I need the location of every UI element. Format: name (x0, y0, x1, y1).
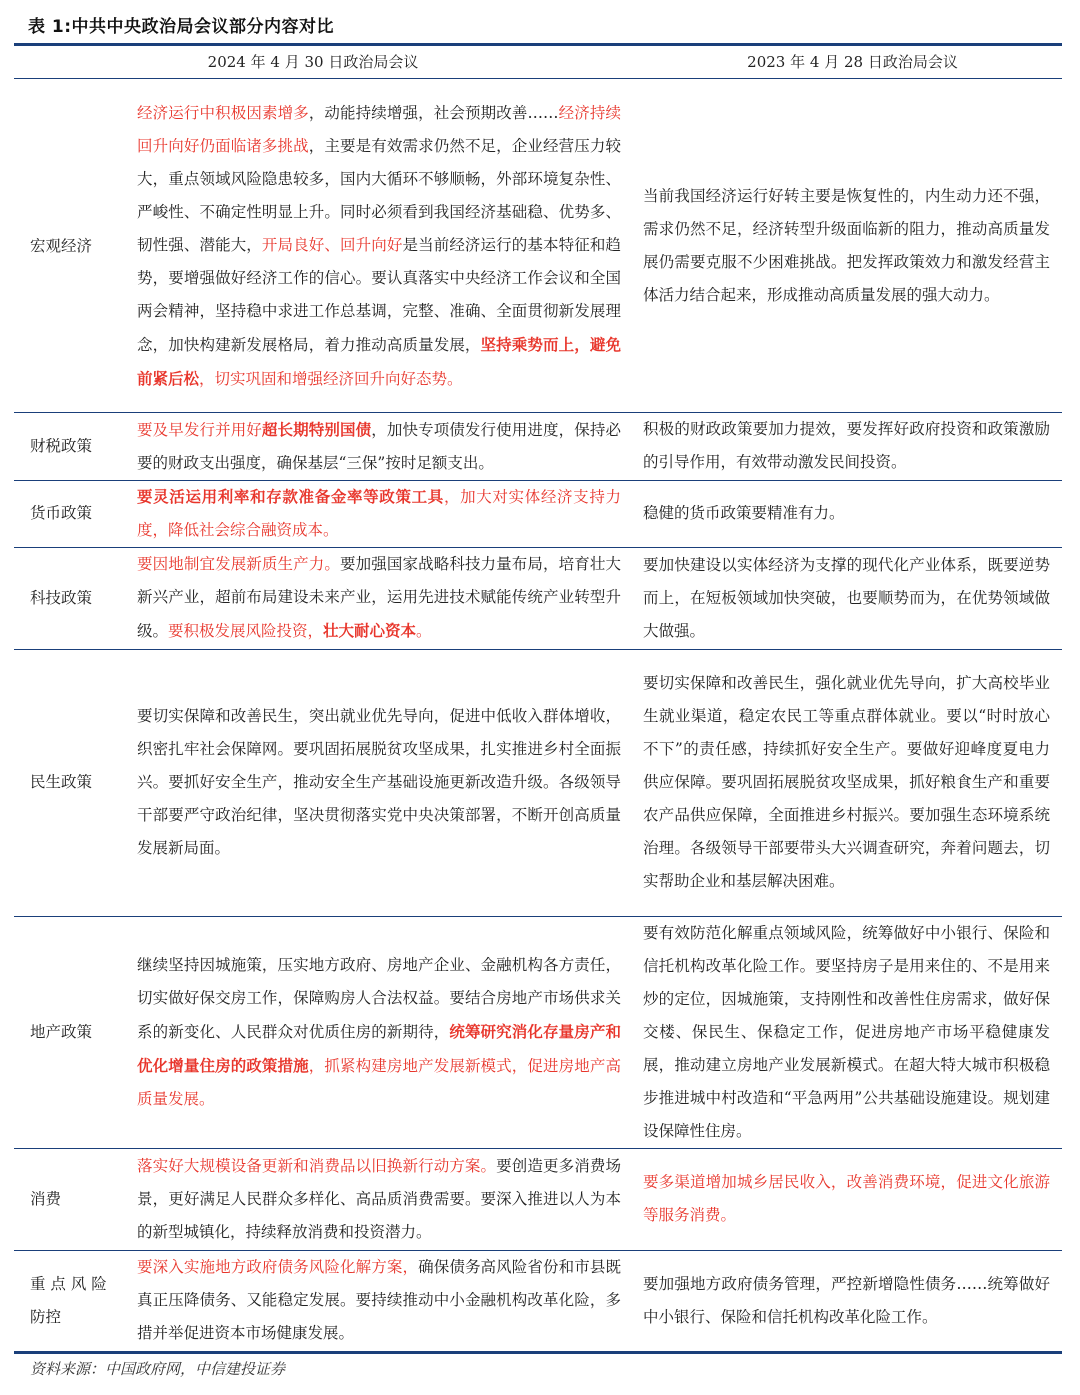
text-segment: ，切实巩固和增强经济回升向好态势。 (199, 369, 463, 388)
text-segment: 统筹研究消化存量房产和优化增量住房的政策措施 (137, 1021, 621, 1075)
row-label-consumption: 消费 (30, 1189, 62, 1208)
text-segment: 稳健的货币政策要精准有力。 (643, 504, 845, 522)
row-label-risk: 重 点 风 险 防控 (30, 1274, 107, 1326)
cell-c2024-livelihood (137, 649, 621, 916)
text-segment: 超长期特别国债 (261, 419, 372, 439)
text-segment: 。 (416, 622, 432, 640)
text-segment: 要深入实施地方政府债务风险化解方案， (137, 1258, 419, 1276)
text-segment: 要因地制宜发展新质生产力。 (137, 555, 341, 573)
text-segment: 要有效防范化解重点领域风险，统筹做好中小银行、保险和信托机构改革化险工作。要坚持房子是用来住的、不是用来炒的定位，因城施策，支持刚性和改善性住房需求，做好保交楼、保民生、保稳定工作，促进房地产市场平稳健康发展，推动建立房地产业发展新模式。在超大特大城市积极稳步推进城中村改造和“平急两用”公共基础设施建设。规划建设保障性住房。 (643, 923, 1050, 1140)
text-segment: 确保债务高风险省份和市县既真正压降债务、又能稳定发展。要持续推动中小金融机构改革化险，多措并举促进资本市场健康发展。 (137, 1258, 621, 1342)
cell-c2024-fiscal (137, 412, 621, 480)
text-segment: 经济运行中积极因素增多 (137, 103, 309, 122)
text-segment: 要切实保障和改善民生，突出就业优先导向，促进中低收入群体增收，织密扎牢社会保障网。要巩固拓展脱贫攻坚成果，扎实推进乡村全面振兴。要抓好安全生产，推动安全生产基础设施更新改造升级。各级领导干部要严守政治纪律，坚决贯彻落实党中央决策部署，不断开创高质量发展新局面。 (137, 707, 621, 857)
text-segment: 壮大耐心资本 (323, 621, 417, 640)
cell-c2023-consumption (643, 1148, 1050, 1250)
text-segment: 坚持乘势而上，避免前紧后松 (137, 334, 621, 388)
text-segment: 要及早发行并用好 (137, 420, 262, 439)
row-label-macro: 宏观经济 (30, 236, 93, 255)
text-segment: 要多渠道增加城乡居民收入，改善消费环境，促进文化旅游等服务消费。 (643, 1173, 1050, 1224)
cell-c2023-livelihood (643, 649, 1050, 916)
cell-c2024-macro (137, 80, 621, 412)
text-segment: 要积极发展风险投资， (168, 622, 324, 640)
text-segment: 是当前经济运行的基本特征和趋势，要增强做好经济工作的信心。要认真落实中央经济工作会议和全国两会精神，坚持稳中求进工作总基调，完整、准确、全面贯彻新发展理念，加快构建新发展格局，着力推动高质量发展， (137, 235, 621, 354)
header-rule (14, 78, 1062, 79)
row-label-monetary: 货币政策 (30, 504, 93, 522)
text-segment: ，加大对实体经济支持力度，降低社会综合融资成本。 (137, 488, 621, 539)
cell-c2024-property (137, 916, 621, 1148)
text-segment: 继续坚持因城施策，压实地方政府、房地产企业、金融机构各方责任，切实做好保交房工作，保障购房人合法权益。要结合房地产市场供求关系的新变化、人民群众对优质住房的新期待， (137, 955, 621, 1041)
text-segment: 要加强地方政府债务管理，严控新增隐性债务……统筹做好中小银行、保险和信托机构改革化险工作。 (643, 1274, 1050, 1326)
text-segment: 积极的财政政策要加力提效，要发挥好政府投资和政策激励的引导作用，有效带动激发民间投资。 (643, 420, 1050, 471)
text-segment: 当前我国经济运行好转主要是恢复性的，内生动力还不强，需求仍然不足，经济转型升级面临新的阻力，推动高质量发展仍需要克服不少困难挑战。把发挥政策效力和激发经营主体活力结合起来，形成推动高质量发展的强大动力。 (643, 187, 1050, 304)
top-rule (14, 43, 1062, 46)
row-label-tech: 科技政策 (30, 588, 93, 607)
cell-c2024-monetary (137, 480, 621, 547)
cell-c2023-property (643, 916, 1050, 1148)
text-segment: 要切实保障和改善民生，强化就业优先导向，扩大高校毕业生就业渠道，稳定农民工等重点群体就业。要以“时时放心不下”的责任感，持续抓好安全生产。要做好迎峰度夏电力供应保障。要巩固拓展脱贫攻坚成果，抓好粮食生产和重要农产品供应保障，全面推进乡村振兴。要加强生态环境系统治理。各级领导干部要带头大兴调查研究，奔着问题去，切实帮助企业和基层解决困难。 (643, 674, 1050, 890)
header-2023: 2023 年 4 月 28 日政治局会议 (747, 53, 958, 71)
cell-c2024-risk (137, 1250, 621, 1351)
cell-c2024-tech (137, 547, 621, 649)
text-segment: 开局良好、回升向好 (261, 235, 403, 254)
cell-c2023-macro (643, 80, 1050, 412)
text-segment: 要加快建设以实体经济为支撑的现代化产业体系，既要逆势而上，在短板领域加快突破，也要顺势而为，在优势领域做大做强。 (643, 555, 1050, 640)
bottom-rule (14, 1351, 1062, 1354)
text-segment: ，抓紧构建房地产发展新模式，促进房地产高质量发展。 (137, 1056, 621, 1108)
text-segment: ，动能持续增强，社会预期改善…… (308, 103, 559, 122)
cell-c2024-consumption (137, 1148, 621, 1250)
source-note: 资料来源：中国政府网，中信建投证券 (30, 1360, 286, 1378)
cell-c2023-tech (643, 547, 1050, 649)
cell-c2023-risk (643, 1250, 1050, 1351)
text-segment: 要加强国家战略科技力量布局，培育壮大新兴产业，超前布局建设未来产业，运用先进技术赋能传统产业转型升级。 (137, 555, 621, 640)
cell-c2023-monetary (643, 480, 1050, 547)
row-label-livelihood: 民生政策 (30, 773, 93, 791)
text-segment: 落实好大规模设备更新和消费品以旧换新行动方案。 (137, 1156, 497, 1175)
row-label-property: 地产政策 (30, 1022, 93, 1041)
text-segment: 要创造更多消费场景，更好满足人民群众多样化、高品质消费需要。要深入推进以人为本的新型城镇化，持续释放消费和投资潜力。 (137, 1156, 621, 1241)
text-segment: 要灵活运用利率和存款准备金率等政策工具 (137, 487, 444, 506)
header-2024: 2024 年 4 月 30 日政治局会议 (207, 53, 419, 71)
text-segment: ，主要是有效需求仍然不足，企业经营压力较大，重点领域风险隐患较多，国内大循环不够顺畅，外部环境复杂性、严峻性、不确定性明显上升。同时必须看到我国经济基础稳、优势多、韧性强、潜能大， (137, 136, 621, 254)
table-title: 表 1:中共中央政治局会议部分内容对比 (28, 17, 335, 37)
text-segment: 经济持续回升向好仍面临诸多挑战 (137, 103, 621, 155)
cell-c2023-fiscal (643, 412, 1050, 480)
text-segment: ，加快专项债发行使用进度，保持必要的财政支出强度，确保基层“三保”按时足额支出。 (137, 420, 621, 472)
row-label-fiscal: 财税政策 (30, 436, 93, 455)
